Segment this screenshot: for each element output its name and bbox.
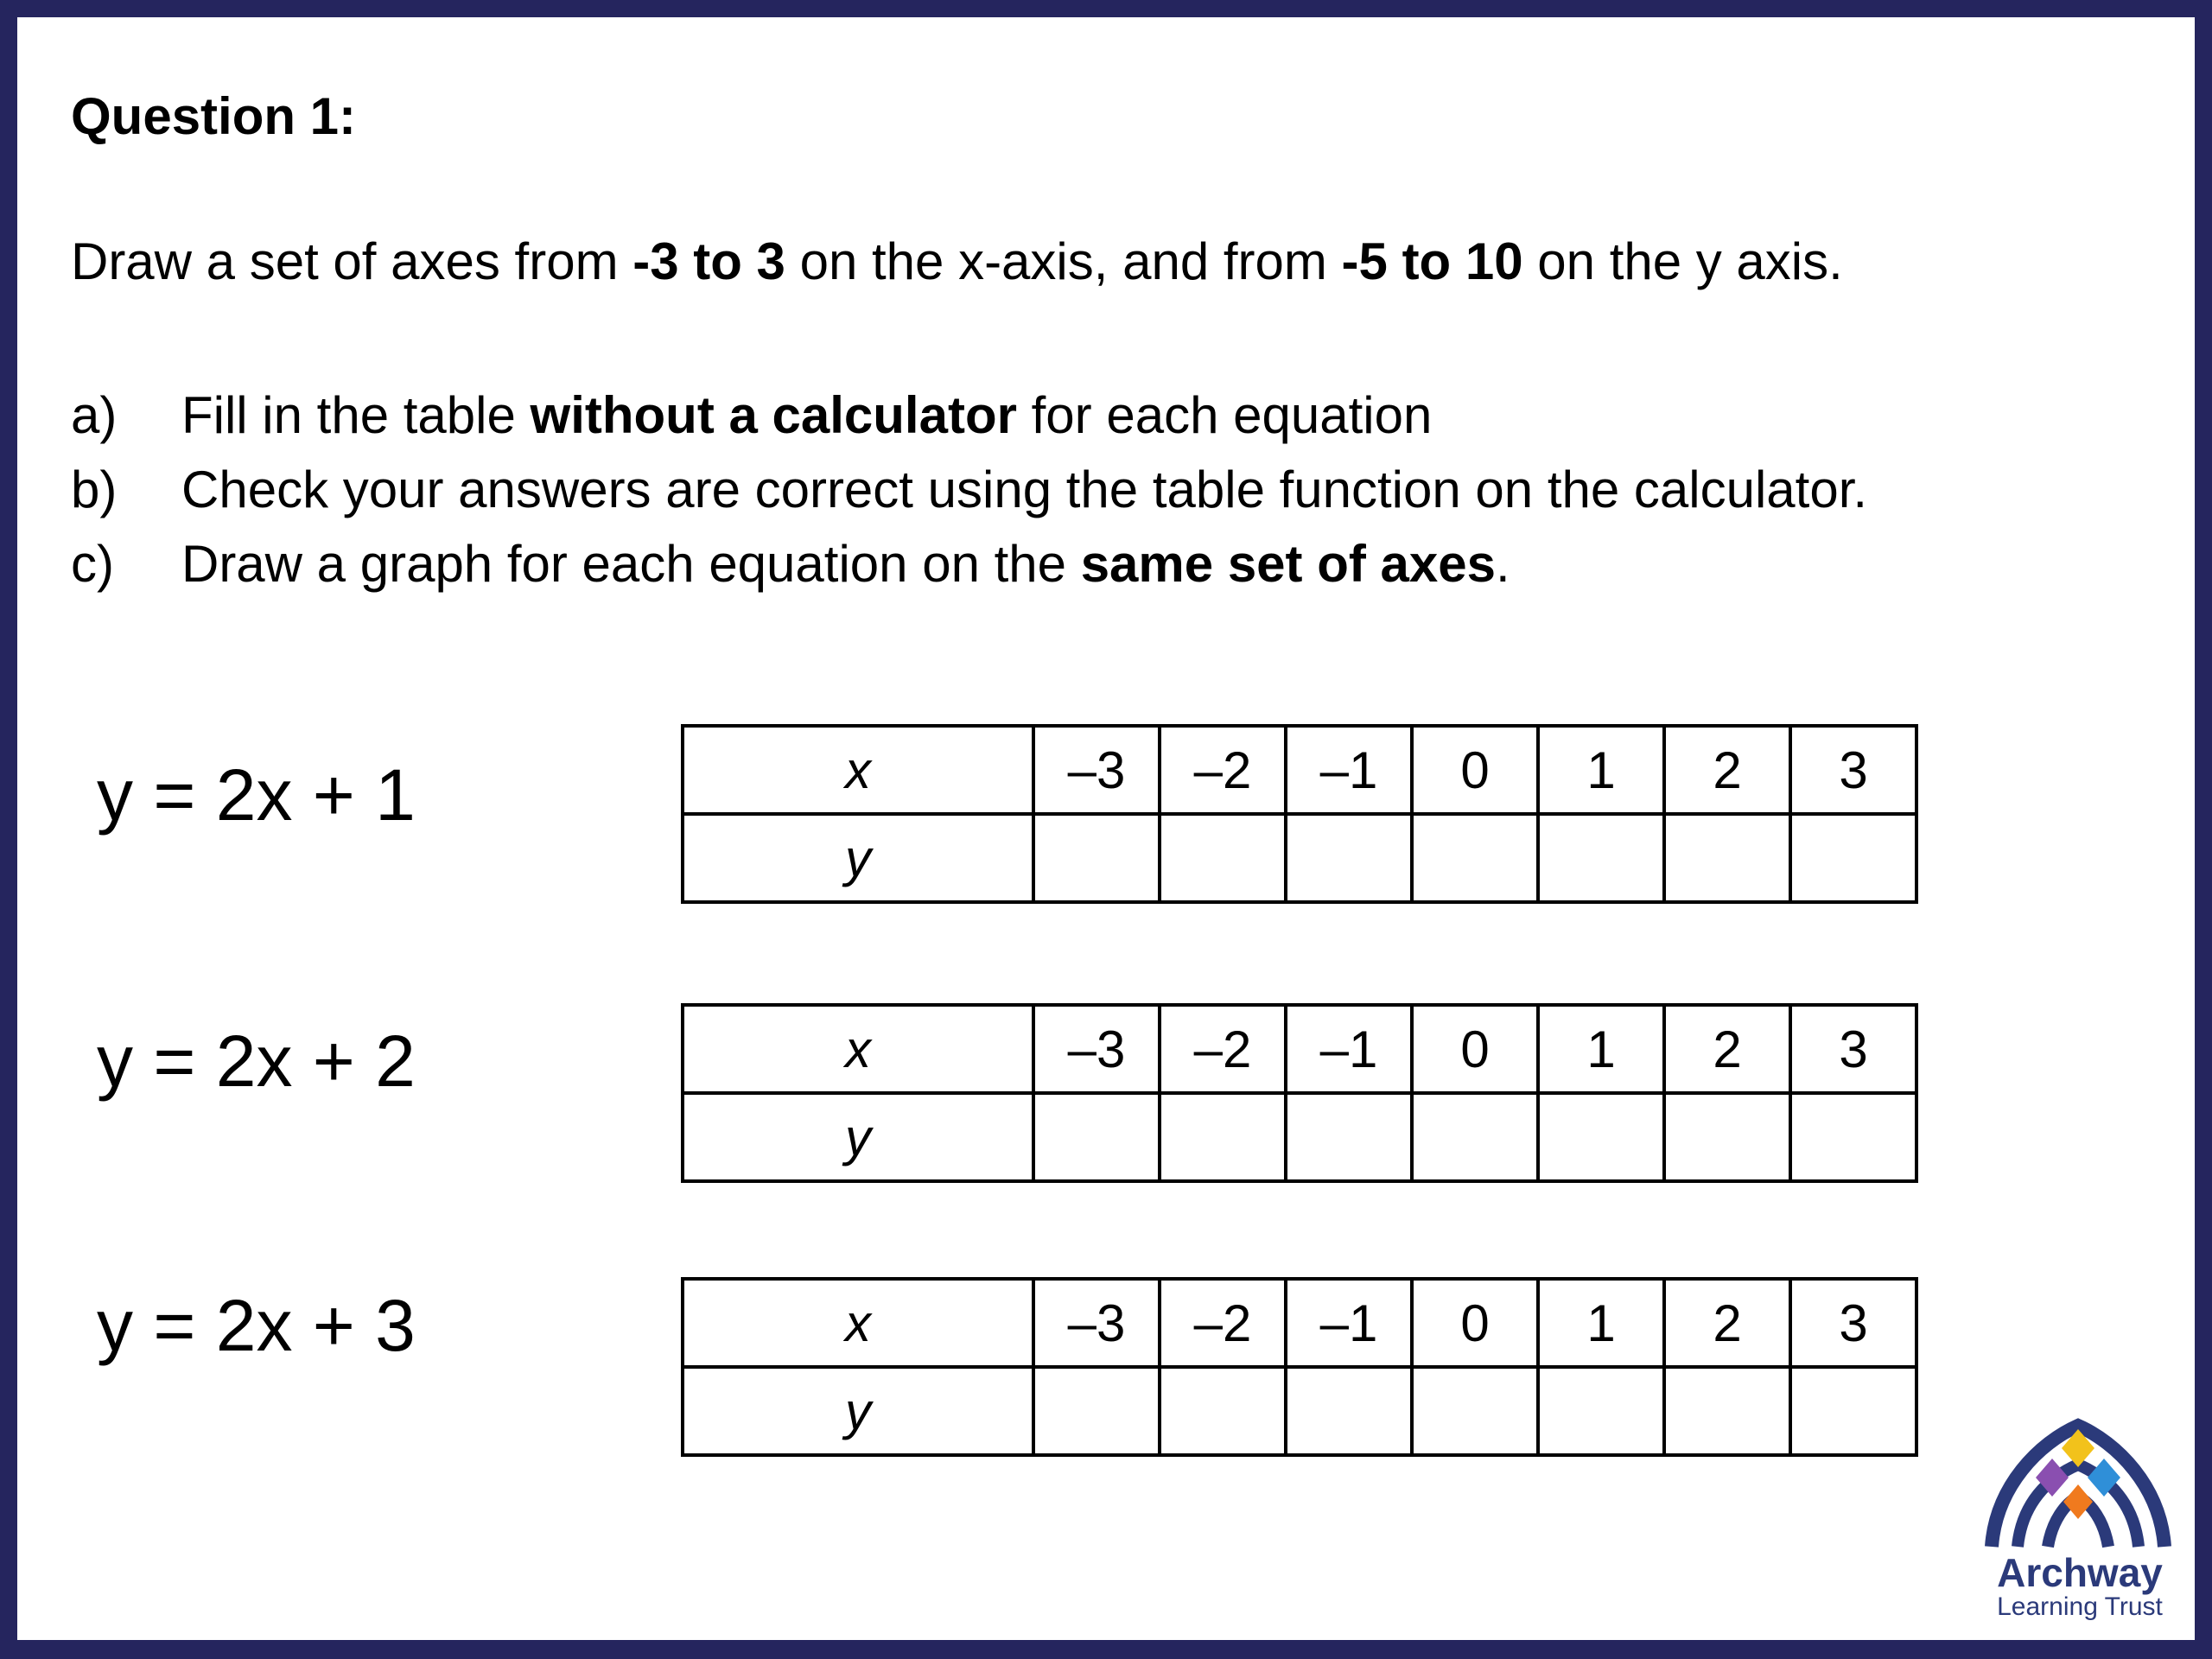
y-answer-cell[interactable] xyxy=(1664,1367,1790,1455)
logo-subtitle: Learning Trust xyxy=(1997,1592,2163,1621)
x-value: 0 xyxy=(1412,1279,1538,1367)
task-letter: b) xyxy=(71,461,118,518)
task-letter: a) xyxy=(71,386,118,444)
task-text xyxy=(181,378,1432,453)
instructions-text-3: on the y axis. xyxy=(1522,232,1843,290)
y-row xyxy=(683,814,1916,902)
y-header: y xyxy=(683,814,1033,902)
y-answer-cell[interactable] xyxy=(1033,814,1160,902)
x-value: –1 xyxy=(1286,726,1412,814)
task-text-bold: without a calculator xyxy=(530,386,1017,444)
x-header: x xyxy=(683,1005,1033,1093)
y-answer-cell[interactable] xyxy=(1538,1093,1664,1181)
task-text-pre: Draw a graph for each equation on the xyxy=(181,535,1081,593)
x-value: –3 xyxy=(1033,1005,1160,1093)
equation-3: y = 2x + 3 xyxy=(97,1285,416,1366)
y-answer-cell[interactable] xyxy=(1286,1093,1412,1181)
task-text-pre: Check your answers are correct using the table function on the calculator. xyxy=(181,461,1868,518)
y-answer-cell[interactable] xyxy=(1664,814,1790,902)
value-table-3 xyxy=(681,1277,1918,1457)
x-value: –2 xyxy=(1160,1005,1286,1093)
task-text-pre: Fill in the table xyxy=(181,386,531,444)
x-value: 2 xyxy=(1664,726,1790,814)
y-header: y xyxy=(683,1367,1033,1455)
x-header: x xyxy=(683,726,1033,814)
x-value: –3 xyxy=(1033,726,1160,814)
task-text-post: . xyxy=(1495,535,1510,593)
equation-1: y = 2x + 1 xyxy=(97,754,416,836)
x-value: 1 xyxy=(1538,726,1664,814)
question-title: Question 1: xyxy=(71,87,357,145)
x-value: 3 xyxy=(1790,1005,1916,1093)
x-row xyxy=(683,1279,1916,1367)
logo-name: Archway xyxy=(1997,1550,2163,1595)
y-answer-cell[interactable] xyxy=(1790,814,1916,902)
x-row xyxy=(683,1005,1916,1093)
y-answer-cell[interactable] xyxy=(1412,814,1538,902)
x-row xyxy=(683,726,1916,814)
task-text-post: for each equation xyxy=(1016,386,1433,444)
y-answer-cell[interactable] xyxy=(1033,1367,1160,1455)
task-text-bold: same set of axes xyxy=(1080,535,1496,593)
x-value: 0 xyxy=(1412,726,1538,814)
y-header: y xyxy=(683,1093,1033,1181)
instructions-text-1: Draw a set of axes from xyxy=(71,232,633,290)
x-value: –1 xyxy=(1286,1279,1412,1367)
slide xyxy=(17,17,2195,1640)
y-row xyxy=(683,1093,1916,1181)
x-value: –3 xyxy=(1033,1279,1160,1367)
y-answer-cell[interactable] xyxy=(1790,1367,1916,1455)
x-range: -3 to 3 xyxy=(632,232,785,290)
instructions xyxy=(71,232,1843,291)
x-value: 3 xyxy=(1790,726,1916,814)
x-value: 1 xyxy=(1538,1005,1664,1093)
y-answer-cell[interactable] xyxy=(1286,1367,1412,1455)
value-table-1 xyxy=(681,724,1918,904)
x-value: 0 xyxy=(1412,1005,1538,1093)
x-header: x xyxy=(683,1279,1033,1367)
equation-2: y = 2x + 2 xyxy=(97,1020,416,1102)
y-answer-cell[interactable] xyxy=(1790,1093,1916,1181)
x-value: 2 xyxy=(1664,1279,1790,1367)
x-value: 1 xyxy=(1538,1279,1664,1367)
y-answer-cell[interactable] xyxy=(1538,814,1664,902)
value-table-2 xyxy=(681,1003,1918,1183)
y-answer-cell[interactable] xyxy=(1412,1367,1538,1455)
y-answer-cell[interactable] xyxy=(1538,1367,1664,1455)
x-value: 3 xyxy=(1790,1279,1916,1367)
y-answer-cell[interactable] xyxy=(1664,1093,1790,1181)
y-answer-cell[interactable] xyxy=(1286,814,1412,902)
y-answer-cell[interactable] xyxy=(1412,1093,1538,1181)
y-answer-cell[interactable] xyxy=(1160,1367,1286,1455)
y-answer-cell[interactable] xyxy=(1160,814,1286,902)
x-value: –1 xyxy=(1286,1005,1412,1093)
y-range: -5 to 10 xyxy=(1341,232,1523,290)
logo-text xyxy=(1980,1552,2179,1621)
x-value: 2 xyxy=(1664,1005,1790,1093)
y-answer-cell[interactable] xyxy=(1160,1093,1286,1181)
y-answer-cell[interactable] xyxy=(1033,1093,1160,1181)
task-letter: c) xyxy=(71,535,114,593)
task-text xyxy=(181,453,1867,527)
instructions-text-2: on the x-axis, and from xyxy=(785,232,1342,290)
x-value: –2 xyxy=(1160,726,1286,814)
y-row xyxy=(683,1367,1916,1455)
task-text xyxy=(181,527,1510,601)
x-value: –2 xyxy=(1160,1279,1286,1367)
